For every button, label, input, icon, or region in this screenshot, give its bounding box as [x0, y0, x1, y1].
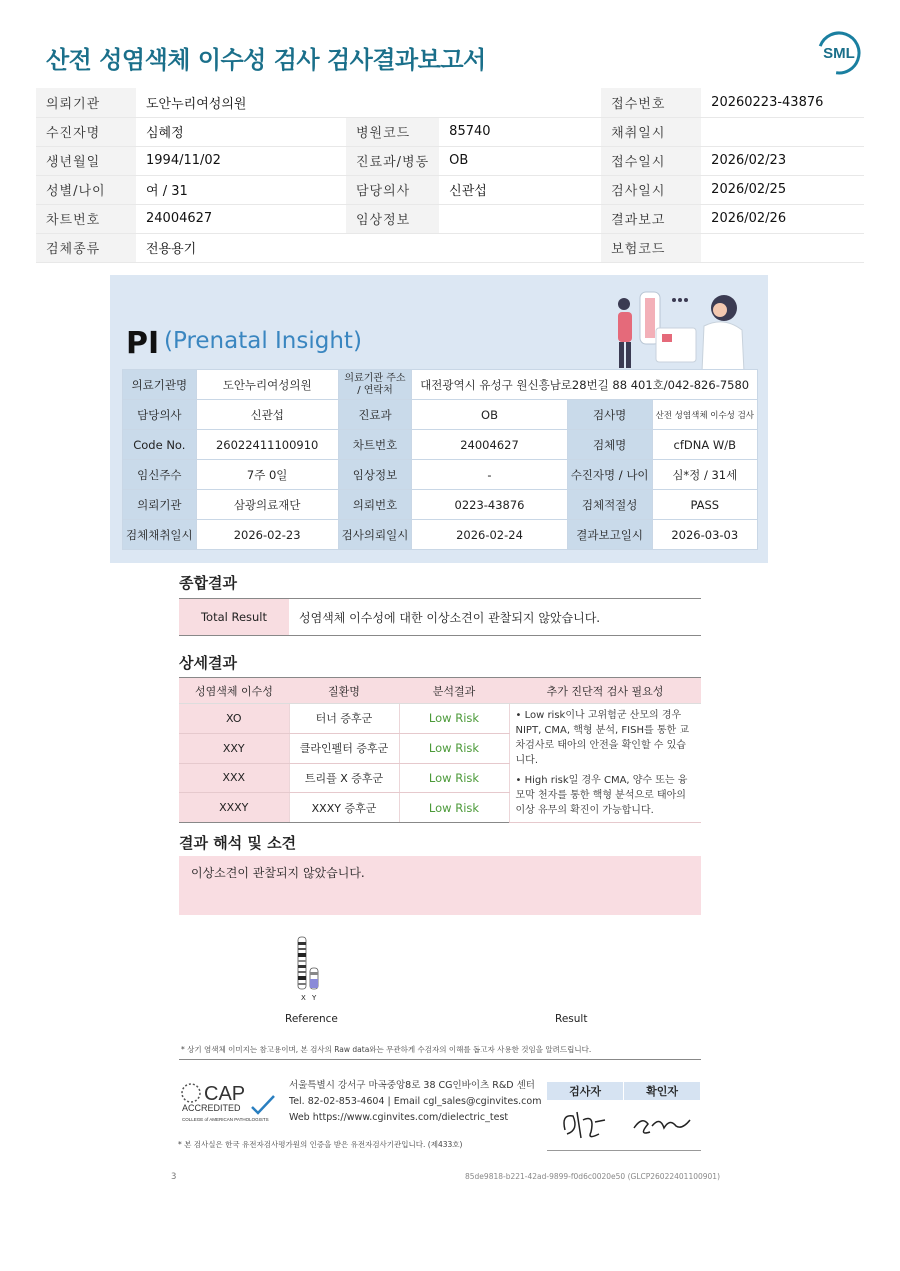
- certification-text: * 본 검사실은 한국 유전자검사평가원의 인증을 받은 유전자검사기관입니다. (제433호): [178, 1140, 463, 1149]
- document-id: 85de9818-b221-42ad-9899-f0d6c0020e50 (GLCP26022401100901): [465, 1172, 720, 1181]
- pi-value: 2026-03-03: [652, 520, 757, 550]
- value-birthdate: 1994/11/02: [136, 146, 346, 175]
- total-result-text: 성염색체 이수성에 대한 이상소견이 관찰되지 않았습니다.: [289, 599, 701, 636]
- interpretation-text: 이상소견이 관찰되지 않았습니다.: [191, 866, 365, 880]
- blank-cell: [346, 233, 439, 262]
- karyotype-image: [296, 936, 322, 996]
- pi-row: [123, 490, 758, 520]
- note-low-risk: • Low risk이나 고위험군 산모의 경우 NIPT, CMA, 핵형 분석, FISH를 통한 교차검사로 태아의 안전을 확인할 수 있습니다.: [515, 710, 689, 766]
- web-line: Web https://www.cginvites.com/dielectric_test: [289, 1112, 509, 1123]
- total-result-table: [179, 598, 701, 636]
- value-patient-name: 심혜정: [136, 117, 346, 146]
- sml-logo: [816, 30, 862, 76]
- signature-table: [547, 1082, 701, 1151]
- pi-value: 26022411100910: [196, 430, 338, 460]
- y-label: Y: [312, 994, 317, 1002]
- detail-result-table: [179, 677, 701, 823]
- label-collection-date: 채취일시: [601, 117, 701, 146]
- address-line: 서울특별시 강서구 마곡중앙8로 38 CG인바이츠 R&D 센터: [289, 1080, 535, 1091]
- pi-row: [123, 370, 758, 400]
- col-header: 추가 진단적 검사 필요성: [509, 678, 701, 704]
- summary-heading: 종합결과: [179, 574, 237, 592]
- pi-key: 의료기관명: [123, 370, 197, 400]
- value-receipt-date: 2026/02/23: [701, 146, 864, 175]
- col-header: 분석결과: [399, 678, 509, 704]
- pi-key: 검사명: [567, 400, 652, 430]
- table-row: [179, 704, 701, 734]
- pi-value: PASS: [652, 490, 757, 520]
- value-sex-age: 여 / 31: [136, 175, 346, 204]
- label-chart-no: 차트번호: [36, 204, 136, 233]
- accredited-text: ACCREDITED: [182, 1103, 241, 1113]
- col-header: 성염색체 이수성: [179, 678, 289, 704]
- disease-cell: XXXY 증후군: [289, 793, 399, 823]
- lab-address: [289, 1078, 541, 1126]
- result-label: Result: [555, 1013, 588, 1025]
- pi-value: 2026-02-23: [196, 520, 338, 550]
- pi-key: 검사의뢰일시: [338, 520, 412, 550]
- label-insurance-code: 보험코드: [601, 233, 701, 262]
- pi-subtitle: (Prenatal Insight): [164, 328, 362, 354]
- label-doctor: 담당의사: [346, 175, 439, 204]
- disease-cell: 트리플 X 증후군: [289, 763, 399, 793]
- logo-text: SML: [823, 45, 855, 62]
- label-patient-name: 수진자명: [36, 117, 136, 146]
- pi-row: [123, 520, 758, 550]
- label-institution: 의뢰기관: [36, 88, 136, 117]
- pi-key: 검체적절성: [567, 490, 652, 520]
- header-row: [36, 233, 864, 262]
- pi-value: 24004627: [412, 430, 567, 460]
- risk-cell: Low Risk: [399, 704, 509, 734]
- x-label: X: [301, 994, 306, 1002]
- label-test-date: 검사일시: [601, 175, 701, 204]
- pi-row: [123, 460, 758, 490]
- pi-value: cfDNA W/B: [652, 430, 757, 460]
- pi-key: 진료과: [338, 400, 412, 430]
- college-text: COLLEGE of AMERICAN PATHOLOGISTS: [182, 1117, 269, 1122]
- cap-accredited-logo: [180, 1080, 280, 1124]
- pi-key: 임신주수: [123, 460, 197, 490]
- cap-text: CAP: [204, 1083, 246, 1105]
- patient-info-table: [36, 88, 864, 263]
- pi-key: 차트번호: [338, 430, 412, 460]
- report-title: 산전 성염색체 이수성 검사 검사결과보고서: [46, 46, 486, 74]
- label-report-date: 결과보고: [601, 204, 701, 233]
- pi-key: 임상정보: [338, 460, 412, 490]
- pi-title: PI: [126, 326, 160, 361]
- header-row: [36, 175, 864, 204]
- aneuploidy-cell: XXX: [179, 763, 289, 793]
- total-result-label: Total Result: [179, 599, 289, 636]
- aneuploidy-cell: XXY: [179, 733, 289, 763]
- value-institution: 도안누리여성의원: [136, 88, 346, 117]
- value-insurance-code: [701, 233, 864, 262]
- detail-heading: 상세결과: [179, 654, 237, 672]
- pi-value: 도안누리여성의원: [196, 370, 338, 400]
- risk-cell: Low Risk: [399, 793, 509, 823]
- blank-cell: [439, 88, 601, 117]
- confirmer-header: 확인자: [624, 1082, 701, 1100]
- pi-key: 결과보고일시: [567, 520, 652, 550]
- value-clinical-info: [439, 204, 601, 233]
- col-header: 질환명: [289, 678, 399, 704]
- confirmer-signature: [624, 1100, 701, 1150]
- label-clinical-info: 임상정보: [346, 204, 439, 233]
- pi-key: Code No.: [123, 430, 197, 460]
- pi-key: 의뢰번호: [338, 490, 412, 520]
- pi-key: 수진자명 / 나이: [567, 460, 652, 490]
- label-birthdate: 생년월일: [36, 146, 136, 175]
- header-row: [36, 117, 864, 146]
- disease-cell: 클라인펠터 증후군: [289, 733, 399, 763]
- page-number: 3: [171, 1172, 177, 1182]
- label-specimen-type: 검체종류: [36, 233, 136, 262]
- header-row: [36, 204, 864, 233]
- value-department: OB: [439, 146, 601, 175]
- value-test-date: 2026/02/25: [701, 175, 864, 204]
- aneuploidy-cell: XXXY: [179, 793, 289, 823]
- tester-header: 검사자: [547, 1082, 624, 1100]
- label-hospital-code: 병원코드: [346, 117, 439, 146]
- pi-info-table: [122, 369, 758, 550]
- pi-value: 산전 성염색체 이수성 검사: [652, 400, 757, 430]
- disease-cell: 터너 증후군: [289, 704, 399, 734]
- pi-value: 대전광역시 유성구 원신흥남로28번길 88 401호/042-826-7580: [412, 370, 758, 400]
- doctor-illustration: [612, 286, 752, 372]
- pi-key: 담당의사: [123, 400, 197, 430]
- pi-value: OB: [412, 400, 567, 430]
- pi-key: 검체채취일시: [123, 520, 197, 550]
- label-receipt-date: 접수일시: [601, 146, 701, 175]
- label-department: 진료과/병동: [346, 146, 439, 175]
- pi-key: 검체명: [567, 430, 652, 460]
- divider: [179, 1059, 701, 1060]
- value-hospital-code: 85740: [439, 117, 601, 146]
- blank-cell: [346, 88, 439, 117]
- note-high-risk: • High risk일 경우 CMA, 양수 또는 융모막 천자를 통한 핵형 분석으로 태아의 이상 유무의 확진이 가능합니다.: [515, 775, 688, 816]
- value-specimen-type: 전용용기: [136, 233, 346, 262]
- interpretation-box: [179, 856, 701, 915]
- pi-key: 의료기관 주소 / 연락처: [338, 370, 412, 400]
- label-receipt-no: 접수번호: [601, 88, 701, 117]
- pi-value: -: [412, 460, 567, 490]
- aneuploidy-cell: XO: [179, 704, 289, 734]
- pi-row: [123, 430, 758, 460]
- contact-line: Tel. 82-02-853-4604 | Email cgl_sales@cginvites.com: [289, 1096, 542, 1107]
- risk-cell: Low Risk: [399, 763, 509, 793]
- pi-value: 심*정 / 31세: [652, 460, 757, 490]
- tester-signature: [547, 1100, 624, 1150]
- disclaimer-text: * 상기 염색체 이미지는 참고용이며, 본 검사의 Raw data와는 무관하게 수검자의 이해를 돕고자 사용한 것임을 알려드립니다.: [181, 1045, 592, 1054]
- value-chart-no: 24004627: [136, 204, 346, 233]
- value-receipt-no: 20260223-43876: [701, 88, 864, 117]
- value-doctor: 신관섭: [439, 175, 601, 204]
- additional-test-note: [509, 704, 701, 823]
- label-sex-age: 성별/나이: [36, 175, 136, 204]
- pi-key: 의뢰기관: [123, 490, 197, 520]
- value-collection-date: [701, 117, 864, 146]
- pi-value: 0223-43876: [412, 490, 567, 520]
- blank-cell: [439, 233, 601, 262]
- pi-value: 삼광의료재단: [196, 490, 338, 520]
- pi-value: 7주 0일: [196, 460, 338, 490]
- reference-label: Reference: [285, 1013, 338, 1025]
- interpretation-heading: 결과 해석 및 소견: [179, 834, 297, 852]
- header-row: [36, 88, 864, 117]
- risk-cell: Low Risk: [399, 733, 509, 763]
- pi-row: [123, 400, 758, 430]
- header-row: [36, 146, 864, 175]
- pi-value: 신관섭: [196, 400, 338, 430]
- pi-value: 2026-02-24: [412, 520, 567, 550]
- value-report-date: 2026/02/26: [701, 204, 864, 233]
